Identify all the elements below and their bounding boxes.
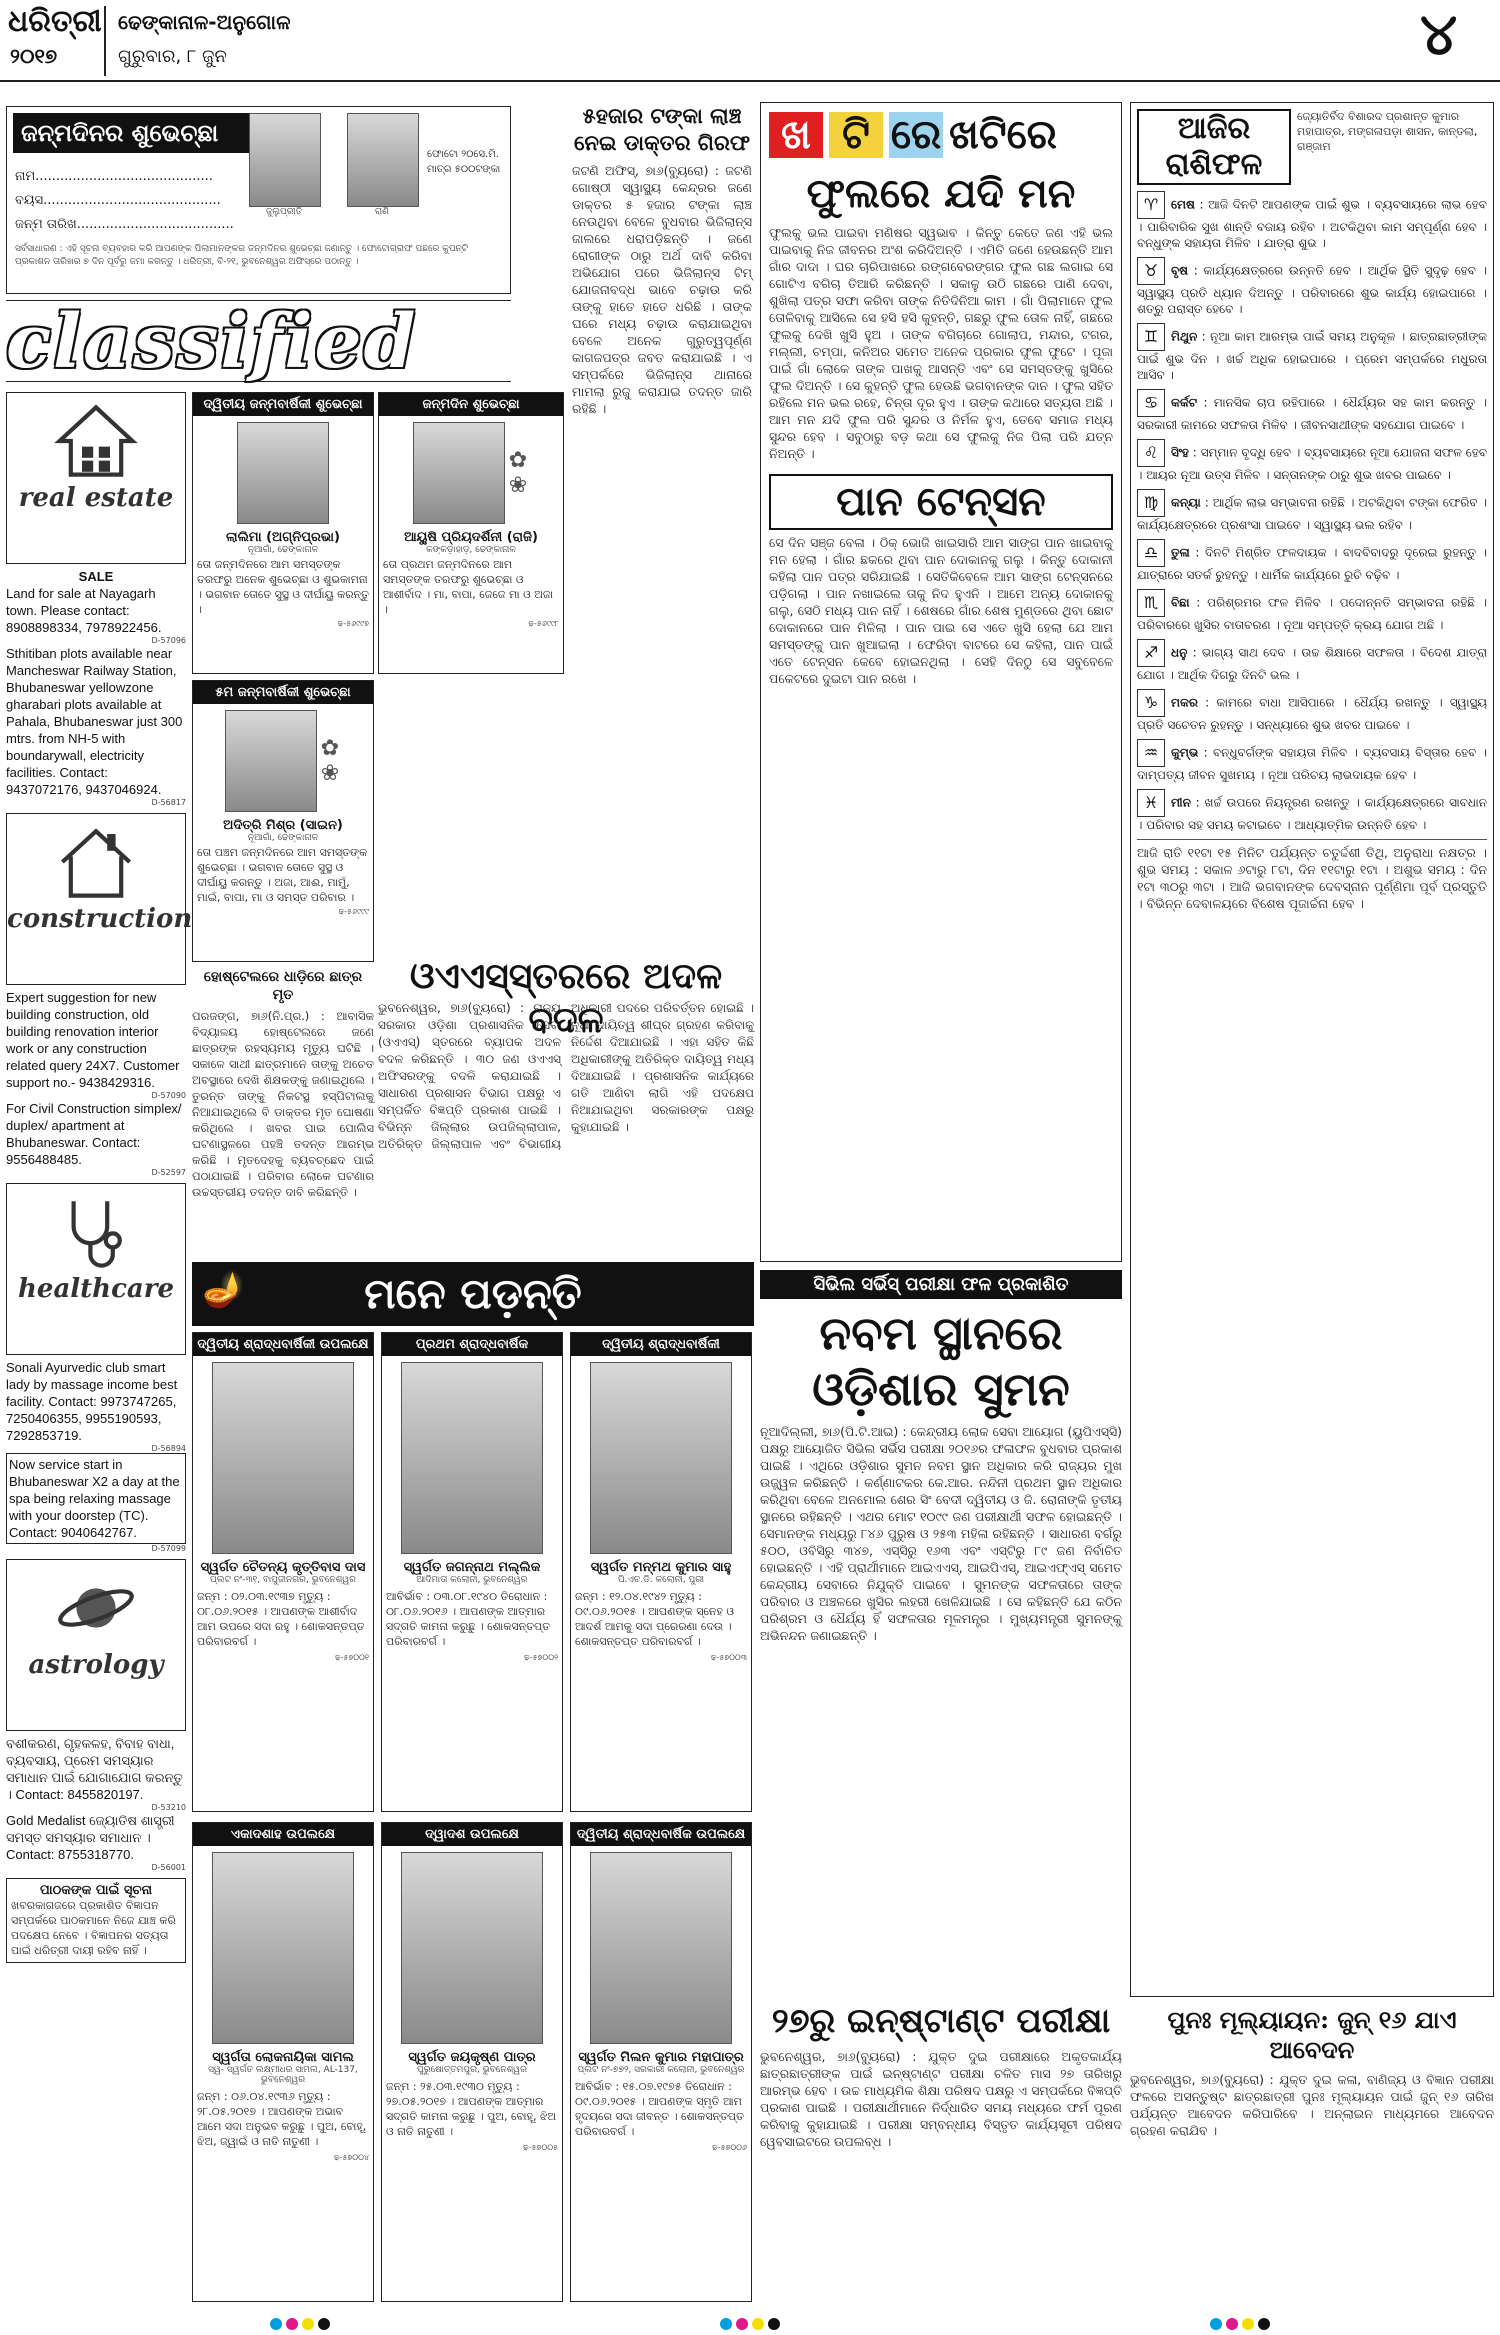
registration-dot [270,2318,282,2330]
obituary-message: ଜନ୍ମ : ୧୨.୦୪.୧୯୪୨ ମୃତ୍ୟୁ : ୦୯.୦୬.୨୦୧୫ । ଆପଣଙ୍କ ସ୍ନେହ ଓ ଆଦର୍ଶ ଆମକୁ ସଦା ପ୍ରେରଣା ଦେଉ । ଶୋକସନ୍ତପ୍ତ ପରିବାରବର୍ଗ । [575,1590,734,1648]
zodiac-name: ତୁଳା [1171,545,1190,560]
obituary-message: ଆବିର୍ଭାବ : ୧୫.୦୭.୧୯୭୫ ତିରୋଧାନ : ୦୯.୦୬.୨୦୧୫ । ଆପଣଙ୍କ ସ୍ମୃତି ଆମ ହୃଦୟରେ ସଦା ଜୀବନ୍ତ । ଶୋକସନ୍ତପ୍ତ ପରିବାରବର୍ଗ । [575,2080,745,2138]
zodiac-icon: ♎ [1137,539,1165,567]
zodiac-icon: ♊ [1137,323,1165,351]
deceased-address: ପୁରୁଷୋତ୍ତମପୁର, ଭୁବନେଶ୍ୱର [417,2065,527,2075]
obituary-banner-title: ମନେ ପଡ଼ନ୍ତି [364,1269,582,1318]
zodiac-name: ଧନୁ [1171,645,1188,660]
flower-decoration-icon: ✿ ❀ [508,448,530,498]
construction-label: construction [7,904,193,934]
oas-headline: ଓଏଏସ୍‌ସ୍ତରରେ ଅଦଳ ବଦଳ [409,955,723,1041]
deceased-address: ସ୍ୱ- ସ୍ୱର୍ଗତ ଲକ୍ଷ୍ମୀଧର ସାମଲ, AL-137, ଭୁବନେଶ୍ୱର [208,2065,358,2085]
zodiac-prediction: ଆର୍ଥିକ ଲାଭ ସମ୍ଭାବନା ରହିଛି । ଅଟକିଥିବା ଟଙ୍କା ଫେରିବ । କାର୍ଯ୍ୟକ୍ଷେତ୍ରରେ ପ୍ରଶଂସା ପାଇବେ । ସ୍ୱାସ୍ଥ୍ୟ ଭଲ ରହିବ । [1137,495,1487,532]
construction-ad-1: Expert suggestion for new building construction, old building renovation interior work or any construction related query 24X7. Customer support no.- 9438429316. [6,990,180,1090]
feature-title-2: ପାନ ଟେନ୍‌ସନ [769,474,1113,530]
horoscope-box [1130,102,1494,1997]
registration-dot [736,2318,748,2330]
obituary-banner [192,1262,754,1326]
obituary-card [381,1332,563,1812]
house-icon [54,399,138,483]
obituary-title: ପ୍ରଥମ ଶ୍ରାଦ୍ଧବାର୍ଷିକ [382,1333,562,1356]
banner-letter-3: ରେ [890,111,942,158]
deceased-name: ସ୍ୱର୍ଗତ ଚୈତନ୍ୟ କୃତ୍ତିବାସ ଦାସ [200,1560,366,1575]
civil-kicker: ସିଭିଲ ସର୍ଭିସ୍‌ ପରୀକ୍ଷା ଫଳ ପ୍ରକାଶିତ [760,1270,1122,1299]
revaluation-headline: ପୁନଃ ମୂଲ୍ୟାୟନ: ଜୁନ୍‌ ୧୬ ଯାଏ ଆବେଦନ [1167,2005,1457,2064]
bribe-headline: ୫ହଜାର ଟଙ୍କା ଲାଞ୍ଚ ନେଇ ଡାକ୍ତର ଗିରଫ [573,103,751,155]
zodiac-name: କୁମ୍ଭ [1171,745,1199,760]
astrology-ad-box [6,1559,186,1731]
astrology-label: astrology [28,1650,164,1680]
hostel-story [192,968,374,1256]
portrait-photo [590,1362,732,1554]
edition-name: ଢେଙ୍କାନାଳ-ଅନୁଗୋଳ [118,10,291,34]
ad-code: ଢ-୫୭୦୦୨ [524,1653,558,1662]
horoscope-sign: ♐ ଧନୁ : ଭାଗ୍ୟ ସାଥ ଦେବ । ଉଚ୍ଚ ଶିକ୍ଷାରେ ସଫଳତା । ବିଦେଶ ଯାତ୍ରା ଯୋଗ । ଆର୍ଥିକ ଦିଗରୁ ଦିନଟି ଭଲ । [1137,639,1487,683]
greeting-title: ଦ୍ୱିତୀୟ ଜନ୍ମବାର୍ଷିକୀ ଶୁଭେଚ୍ଛା [193,393,373,416]
greeting-card-2 [378,392,564,674]
portrait-photo [212,1362,354,1554]
banner-letter-1: ଖ [769,112,823,158]
form-dob-line: ଜନ୍ମ ତାରିଖ...................................... [15,217,234,232]
ad-code: ଢ-୫୬୯୯୯ [338,907,369,916]
construction-icon [54,820,138,904]
child-photo [413,422,505,524]
revaluation-story [1130,2005,1494,2305]
planet-icon [54,1566,138,1650]
obituary-card [192,1822,374,2302]
page-number: ୪ [1420,0,1458,68]
instant-exam-story [760,2000,1122,2300]
child-name: ଆୟୁଷି ପ୍ରିୟଦର୍ଶିନୀ (ରାଜି) [404,530,538,545]
zodiac-icon: ♓ [1137,789,1165,817]
obituary-title: ଦ୍ୱାଦଶ ଉପଲକ୍ଷେ [382,1823,562,1846]
construction-ad-2: For Civil Construction simplex/ duplex/ apartment at Bhubaneswar. Contact: 9556488485. [6,1101,182,1167]
child-name: ଅଦିତ୍ରି ମିଶ୍ର (ସାଇନ) [223,818,343,833]
zodiac-name: ମକର [1171,695,1198,710]
classified-column [6,392,193,2307]
greeting-title: ଜନ୍ମଦିନ ଶୁଭେଚ୍ଛା [379,393,563,416]
revaluation-body: ଭୁବନେଶ୍ୱର, ୭ା୬(ବ୍ୟୁରୋ) : ଯୁକ୍ତ ଦୁଇ କଳା, ବାଣିଜ୍ୟ ଓ ବିଜ୍ଞାନ ପରୀକ୍ଷା ଫଳରେ ଅସନ୍ତୁଷ୍ଟ ଛାତ୍ରଛାତ୍ରୀ ପୁନଃ ମୂଲ୍ୟାୟନ ପାଇଁ ଜୁନ୍‌ ୧୬ ତାରିଖ ପର୍ଯ୍ୟନ୍ତ ଆବେଦନ କରିପାରିବେ । ଅନ୍‌ଲାଇନ ମାଧ୍ୟମରେ ଆବେଦନ ଗ୍ରହଣ କରାଯିବ । [1130,2072,1494,2138]
masthead-year: ୨୦୧୭ [10,44,58,68]
horoscope-sign: ♍ କନ୍ୟା : ଆର୍ଥିକ ଲାଭ ସମ୍ଭାବନା ରହିଛି । ଅଟକିଥିବା ଟଙ୍କା ଫେରିବ । କାର୍ଯ୍ୟକ୍ଷେତ୍ରରେ ପ୍ରଶଂସା ପାଇବେ । ସ୍ୱାସ୍ଥ୍ୟ ଭଲ ରହିବ । [1137,489,1487,533]
registration-dot [768,2318,780,2330]
zodiac-icon: ♐ [1137,639,1165,667]
ad-code: ଢ-୫୭୦୦୫ [523,2143,558,2152]
real-estate-ad-2: Sthitiban plots available near Mancheswar Railway Station, Bhubaneswar yellowzone gharabari plots available at Pahala, Bhubaneswar just 300 mtrs. from NH-5 with boundarywall, electricity facilities. Contact: 9437072176, 9437046924. [6,646,183,797]
deceased-name: ସ୍ୱର୍ଗତା ଲୋକନାୟିକା ସାମଲ [212,2050,354,2065]
registration-dot [1226,2318,1238,2330]
obituary-card [192,1332,374,1812]
classified-banner: classified [6,300,511,382]
civil-body: ନୂଆଦିଲ୍ଲୀ, ୭ା୬(ପି.ଟି.ଆଇ) : କେନ୍ଦ୍ରୀୟ ଲୋକ ସେବା ଆୟୋଗ (ୟୁପିଏସ୍‌ସି) ପକ୍ଷରୁ ଆୟୋଜିତ ସିଭିଲ ସର୍ଭିସ ପରୀକ୍ଷା ୨୦୧୬ର ଫଳାଫଳ ବୁଧବାର ପ୍ରକାଶ ପାଇଛି । ଏଥିରେ ଓଡ଼ିଶାର ସୁମନ ନବମ ସ୍ଥାନ ଅଧିକାର କରି ରାଜ୍ୟର ମୁଖ ଉଜ୍ଜ୍ୱଳ କରିଛନ୍ତି । କର୍ଣ୍ଣାଟକର କେ.ଆର. ନନ୍ଦିନୀ ପ୍ରଥମ ସ୍ଥାନ ଅଧିକାର କରିଥିବା ବେଳେ ଅନମୋଲ ଶେର ସିଂ ବେଦୀ ଦ୍ୱିତୀୟ ଓ ଜି. ରୋନାଙ୍କି ତୃତୀୟ ସ୍ଥାନରେ ରହିଛନ୍ତି । ଏଥର ମୋଟ ୧୦୯୯ ଜଣ ପରୀକ୍ଷାର୍ଥୀ ସଫଳ ହୋଇଛନ୍ତି । ସେମାନଙ୍କ ମଧ୍ୟରୁ ୮୪୬ ପୁରୁଷ ଓ ୨୫୩ ମହିଳା ରହିଛନ୍ତି । ସାଧାରଣ ବର୍ଗରୁ ୫୦୦, ଓବିସିରୁ ୩୪୭, ଏସ୍‌ସିରୁ ୧୬୩ ଏବଂ ଏସ୍‌ଟିରୁ ୮୯ ଜଣ ନିର୍ବାଚିତ ହୋଇଛନ୍ତି । ଏହି ପ୍ରାର୍ଥୀମାନେ ଆଇଏଏସ୍‌, ଆଇପିଏସ୍‌, ଆଇଏଫ୍‌ଏସ୍‌ ସମେତ କେନ୍ଦ୍ରୀୟ ସେବାରେ ନିଯୁକ୍ତି ପାଇବେ । ସୁମନଙ୍କ ସଫଳତାରେ ତାଙ୍କ ପରିବାର ଓ ଅଞ୍ଚଳରେ ଖୁସିର ଲହରୀ ଖେଳିଯାଇଛି । ସେ କହିଛନ୍ତି ଯେ କଠିନ ପରିଶ୍ରମ ଓ ଧୈର୍ଯ୍ୟ ହିଁ ସଫଳତାର ମୂଳମନ୍ତ୍ର । ମୁଖ୍ୟମନ୍ତ୍ରୀ ସୁମନଙ୍କୁ ଅଭିନନ୍ଦନ ଜଣାଇଛନ୍ତି । [760,1424,1122,1643]
horoscope-author: ଜ୍ୟୋତିର୍ବିଦ ବିଶାରଦ ପ୍ରଶାନ୍ତ କୁମାର ମହାପାତ୍ର, ମଙ୍ଗଳାପଡ଼ା ଶାସନ, କାନ୍ତଲା, ଗଞ୍ଜାମ [1297,110,1478,153]
newspaper-name: ଧରିତ୍ରୀ [8,4,102,39]
healthcare-label: healthcare [18,1274,174,1304]
form-age-line: ବୟସ........................................... [15,193,221,208]
zodiac-icon: ♑ [1137,689,1165,717]
ad-code: D-56001 [151,1863,186,1872]
zodiac-prediction: ଦିନଟି ମିଶ୍ରିତ ଫଳଦାୟକ । ବାଦବିବାଦରୁ ଦୂରେଇ ରୁହନ୍ତୁ । ଯାତ୍ରାରେ ସତର୍କ ରୁହନ୍ତୁ । ଧାର୍ମିକ କାର୍ଯ୍ୟରେ ରୁଚି ବଢ଼ିବ । [1137,545,1488,582]
horoscope-sign: ♌ ସିଂହ : ସମ୍ମାନ ବୃଦ୍ଧି ହେବ । ବ୍ୟବସାୟରେ ନୂଆ ଯୋଜନା ସଫଳ ହେବ । ଆୟର ନୂଆ ଉତ୍ସ ମିଳିବ । ସନ୍ତାନଙ୍କ ଠାରୁ ଶୁଭ ଖବର ପାଇବେ । [1137,439,1487,483]
greeting-message: ତୋ ପ୍ରଥମ ଜନ୍ମଦିନରେ ଆମ ସମସ୍ତଙ୍କ ତରଫରୁ ଶୁଭେଚ୍ଛା ଓ ଆଶୀର୍ବାଦ । ମା, ବାପା, ଜେଜେ ମା ଓ ଅଜା । [383,558,554,616]
child-photo [237,422,329,524]
banner-word: ଖଟିରେ [949,111,1057,158]
feature-box [760,102,1122,1262]
registration-dot [720,2318,732,2330]
ad-code: ଢ-୫୬୯୯୭ [337,619,369,628]
zodiac-icon: ♏ [1137,589,1165,617]
feature-title-1: ଫୁଲରେ ଯଦି ମନ [806,170,1076,217]
obituary-card [381,1822,563,2302]
registration-dot [1210,2318,1222,2330]
zodiac-prediction: ଖର୍ଚ୍ଚ ଉପରେ ନିୟନ୍ତ୍ରଣ ରଖନ୍ତୁ । କାର୍ଯ୍ୟକ୍ଷେତ୍ରରେ ସାବଧାନ । ପରିବାର ସହ ସମୟ କଟାଇବେ । ଆଧ୍ୟାତ୍ମିକ ଉନ୍ନତି ହେବ । [1137,795,1487,832]
greeting-message: ତୋ ଜନ୍ମଦିନରେ ଆମ ସମସ୍ତଙ୍କ ତରଫରୁ ଅନେକ ଶୁଭେଚ୍ଛା ଓ ଶୁଭକାମନା । ଭଗବାନ ତୋତେ ସୁସ୍ଥ ଓ ଦୀର୍ଘାୟୁ କରନ୍ତୁ । [197,558,369,616]
ad-code: D-53210 [151,1803,186,1812]
coupon-footer: ସର୍ବସାଧାରଣ : ଏହି ସୂଚନା ବ୍ୟବହାର କରି ଆପଣଙ୍କ ପିଲାମାନଙ୍କର ଜନ୍ମଦିନର ଶୁଭେଚ୍ଛା ଜଣାନ୍ତୁ । ଫୋଟୋଗ୍ରାଫ ପଛରେ କୁପନ୍‌ଟି ପ୍ରକାଶନ ତାରିଖର ୭ ଦିନ ପୂର୍ବରୁ ଜମା କରନ୍ତୁ । ଧରିତ୍ରୀ, ବି-୨୧, ଭୁବନେଶ୍ୱର ଅଫିସ୍‌ରେ ପଠାନ୍ତୁ । [15,244,468,267]
zodiac-icon: ♌ [1137,439,1165,467]
zodiac-prediction: କାର୍ଯ୍ୟକ୍ଷେତ୍ରରେ ଉନ୍ନତି ହେବ । ଆର୍ଥିକ ସ୍ଥିତି ସୁଦୃଢ଼ ହେବ । ସ୍ୱାସ୍ଥ୍ୟ ପ୍ରତି ଧ୍ୟାନ ଦିଅନ୍ତୁ । ପରିବାରରେ ଶୁଭ କାର୍ଯ୍ୟ ହୋଇପାରେ । ଶତ୍ରୁ ପରାସ୍ତ ହେବେ । [1137,263,1487,316]
real-estate-label: real estate [18,483,174,513]
zodiac-name: ସିଂହ [1171,445,1189,460]
healthcare-ad-1: Sonali Ayurvedic club smart lady by massage income best facility. Contact: 9973747265, 7250406355, 9955190593, 7292853719. [6,1360,178,1443]
registration-dot [752,2318,764,2330]
ad-code: D-56817 [151,798,186,807]
deceased-address: ପ୍ଲଟ ନଂ-୩୧, ବାପୁଜୀନଗର, ଭୁବନେଶ୍ୱର [210,1575,356,1585]
banner-letter-2: ଟି [829,112,883,158]
portrait-photo [590,1852,732,2044]
horoscope-footer: ଆଜି ରାତି ୧୧ଟା ୧୫ ମିନିଟ ପର୍ଯ୍ୟନ୍ତ ଚତୁର୍ଦ୍ଦଶୀ ତିଥି, ଅନୁରାଧା ନକ୍ଷତ୍ର । ଶୁଭ ସମୟ : ସକାଳ ୬ଟାରୁ ୮ଟା, ଦିନ ୧୧ଟାରୁ ୧ଟା । ଅଶୁଭ ସମୟ : ଦିନ ୧ଟା ୩୦ରୁ ୩ଟା । ଆଜି ଭଗବାନଙ୍କ ଦେବସ୍ନାନ ପୂର୍ଣ୍ଣିମା ପୂର୍ବ ପ୍ରସ୍ତୁତି । ବିଭିନ୍ନ ଦେବାଳୟରେ ବିଶେଷ ପୂଜାର୍ଚ୍ଚନା ହେବ । [1137,839,1487,912]
sample-photo-2 [347,113,419,207]
obituary-card [570,1822,752,2302]
zodiac-prediction: ନୂଆ କାମ ଆରମ୍ଭ ପାଇଁ ସମୟ ଅନୁକୂଳ । ଛାତ୍ରଛାତ୍ରୀଙ୍କ ପାଇଁ ଶୁଭ ଦିନ । ଖର୍ଚ୍ଚ ଅଧିକ ହୋଇପାରେ । ପ୍ରେମ ସମ୍ପର୍କରେ ମଧୁରତା ଆସିବ । [1137,329,1488,382]
registration-dot [1242,2318,1254,2330]
hostel-headline: ହୋଷ୍ଟେଲରେ ଧାଡ଼ିରେ ଛାତ୍ର ମୃତ [203,969,363,1003]
stethoscope-icon [54,1190,138,1274]
greeting-title: ୫ମ ଜନ୍ମବାର୍ଷିକୀ ଶୁଭେଚ୍ଛା [193,681,373,704]
portrait-photo [401,1852,543,2044]
horoscope-sign: ♎ ତୁଳା : ଦିନଟି ମିଶ୍ରିତ ଫଳଦାୟକ । ବାଦବିବାଦରୁ ଦୂରେଇ ରୁହନ୍ତୁ । ଯାତ୍ରାରେ ସତର୍କ ରୁହନ୍ତୁ । ଧାର୍ମିକ କାର୍ଯ୍ୟରେ ରୁଚି ବଢ଼ିବ । [1137,539,1487,583]
real-estate-ad-1: Land for sale at Nayagarh town. Please contact: 8908898334, 7978922456. [6,586,162,635]
civil-service-story [760,1270,1122,1930]
horoscope-sign: ♏ ବିଛା : ପରିଶ୍ରମର ଫଳ ମିଳିବ । ପଦୋନ୍ନତି ସମ୍ଭାବନା ରହିଛି । ପରିବାରରେ ଖୁସିର ବାତାବରଣ । ନୂଆ ସମ୍ପତ୍ତି କ୍ରୟ ଯୋଗ ଅଛି । [1137,589,1487,633]
oas-body: ଭୁବନେଶ୍ୱର, ୭ା୬(ବ୍ୟୁରୋ) : ରାଜ୍ୟ ସରକାର ଓଡ଼ିଶା ପ୍ରଶାସନିକ ସେବା (ଓଏଏସ୍‌) ସ୍ତରରେ ବ୍ୟାପକ ଅଦଳ ବଦଳ କରିଛନ୍ତି । ୩୦ ଜଣ ଓଏଏସ୍‌ ଅଫିସରଙ୍କୁ ବଦଳି କରାଯାଇଛି । ସାଧାରଣ ପ୍ରଶାସନ ବିଭାଗ ପକ୍ଷରୁ ଏ ସମ୍ପର୍କିତ ବିଜ୍ଞପ୍ତି ପ୍ରକାଶ ପାଇଛି । ବିଭିନ୍ନ ଜିଲ୍ଲାର ଉପଜିଲ୍ଲାପାଳ, ଅତିରିକ୍ତ ଜିଲ୍ଲାପାଳ ଏବଂ ବିଭାଗୀୟ ଅଧିକାରୀ ପଦରେ ପରିବର୍ତ୍ତନ ହୋଇଛି । ନୂଆ ଦାୟିତ୍ୱ ଶୀଘ୍ର ଗ୍ରହଣ କରିବାକୁ ନିର୍ଦ୍ଦେଶ ଦିଆଯାଇଛି । ଏହା ସହିତ କିଛି ଅଧିକାରୀଙ୍କୁ ଅତିରିକ୍ତ ଦାୟିତ୍ୱ ମଧ୍ୟ ଦିଆଯାଇଛି । ପ୍ରଶାସନିକ କାର୍ଯ୍ୟରେ ଗତି ଆଣିବା ଲାଗି ଏହି ପଦକ୍ଷେପ ନିଆଯାଇଥିବା ସରକାରଙ୍କ ପକ୍ଷରୁ କୁହାଯାଇଛି । [378,1001,754,1151]
healthcare-ad-box [6,1183,186,1355]
child-place: କଙ୍କଡ଼ାହାଡ଼, ଢେଙ୍କାନାଳ [426,545,516,555]
sample-photo-1-label: ଜୁଲୁପ୍ରୀତି [266,207,302,217]
registration-dot [286,2318,298,2330]
ad-code: D-57096 [151,636,186,645]
feature-body-2: ସେ ଦିନ ସଞ୍ଜ ବେଳା । ଠିକ୍‌ ଭୋଜି ଖାଇସାରି ଆମ ସାଙ୍ଗ ପାନ ଖାଇବାକୁ ମନ ହେଲା । ଗାଁର ଛକରେ ଥିବା ପାନ ଦୋକାନକୁ ଗଲୁ । କିନ୍ତୁ ଦୋକାନୀ କହିଲା ପାନ ପତ୍ର ସରିଯାଇଛି । ସେତିକିବେଳେ ଆମ ସାଙ୍ଗ ଟେନ୍‌ସନରେ ପଡ଼ିଗଲା । ପାନ ନଖାଇଲେ ତାକୁ ନିଦ ହୁଏନି । ଆମେ ଅନ୍ୟ ଦୋକାନକୁ ଗଲୁ, ସେଠି ମଧ୍ୟ ପାନ ନାହିଁ । ଶେଷରେ ଗାଁର ଶେଷ ମୁଣ୍ଡରେ ଥିବା ଛୋଟ ଦୋକାନରେ ପାନ ମିଳିଲା । ପାନ ପାଇ ସେ ଏତେ ଖୁସି ହେଲା ଯେ ଆମ ସମସ୍ତଙ୍କୁ ପାନ ଖୁଆଇଲା । ଫେରିବା ବାଟରେ ସେ କହିଲା, ପାନ ପାଇଁ ଏତେ ଟେନ୍‌ସନ କେବେ ହୋଇନଥିଲା । ସେହି ଦିନଠୁ ସେ ସବୁବେଳେ ପକେଟରେ ଦୁଇଟା ପାନ ରଖେ । [769,535,1113,686]
deceased-address: ପ୍ଲଟ ନଂ-୭୭୨, ସରକାରୀ କଲୋନୀ, ଭୁବନେଶ୍ୱର [577,2065,745,2075]
reader-notice-text: ଖବରକାଗଜରେ ପ୍ରକାଶିତ ବିଜ୍ଞାପନ ସମ୍ପର୍କରେ ପାଠକମାନେ ନିଜେ ଯାଞ୍ଚ କରି ପଦକ୍ଷେପ ନେବେ । ବିଜ୍ଞାପନର ସତ୍ୟତା ପାଇଁ ଧରିତ୍ରୀ ଦାୟୀ ରହିବ ନାହିଁ । [11,1899,176,1957]
ad-code: ଢ-୫୭୦୦୩ [710,1653,747,1662]
portrait-photo [401,1362,543,1554]
horoscope-signs [1137,191,1487,833]
horoscope-sign: ♊ ମିଥୁନ : ନୂଆ କାମ ଆରମ୍ଭ ପାଇଁ ସମୟ ଅନୁକୂଳ । ଛାତ୍ରଛାତ୍ରୀଙ୍କ ପାଇଁ ଶୁଭ ଦିନ । ଖର୍ଚ୍ଚ ଅଧିକ ହୋଇପାରେ । ପ୍ରେମ ସମ୍ପର୍କରେ ମଧୁରତା ଆସିବ । [1137,323,1487,383]
deceased-name: ସ୍ୱର୍ଗତ ମିଲନ କୁମାର ମହାପାତ୍ର [578,2050,744,2065]
child-place: ନୂଆଗାଁ, ଢେଙ୍କାନାଳ [247,545,319,555]
real-estate-ad-box [6,392,186,564]
zodiac-name: ବୃଷ [1171,263,1189,278]
zodiac-prediction: ପରିଶ୍ରମର ଫଳ ମିଳିବ । ପଦୋନ୍ନତି ସମ୍ଭାବନା ରହିଛି । ପରିବାରରେ ଖୁସିର ବାତାବରଣ । ନୂଆ ସମ୍ପତ୍ତି କ୍ରୟ ଯୋଗ ଅଛି । [1137,595,1488,632]
portrait-photo [212,1852,354,2044]
deceased-name: ସ୍ୱର୍ଗତ ଜଗନ୍ନାଥ ମଲ୍ଲିକ [403,1560,541,1575]
header-rule [0,80,1500,82]
horoscope-sign: ♓ ମୀନ : ଖର୍ଚ୍ଚ ଉପରେ ନିୟନ୍ତ୍ରଣ ରଖନ୍ତୁ । କାର୍ଯ୍ୟକ୍ଷେତ୍ରରେ ସାବଧାନ । ପରିବାର ସହ ସମୟ କଟାଇବେ । ଆଧ୍ୟାତ୍ମିକ ଉନ୍ନତି ହେବ । [1137,789,1487,833]
reader-notice [6,1878,186,1963]
zodiac-name: ମିଥୁନ [1171,329,1198,344]
issue-date: ଗୁରୁବାର, ୮ ଜୁନ [118,46,227,67]
ad-code: D-52597 [151,1168,186,1177]
child-photo [225,710,317,812]
registration-dot [302,2318,314,2330]
child-name: ଲାଲିମା (ଅଗ୍ନିପ୍ରଭା) [226,530,340,545]
healthcare-ad-2: Now service start in Bhubaneswar X2 a day at the spa being relaxing massage with your doorstep (TC). Contact: 9040642767. [6,1453,186,1544]
zodiac-prediction: ସମ୍ମାନ ବୃଦ୍ଧି ହେବ । ବ୍ୟବସାୟରେ ନୂଆ ଯୋଜନା ସଫଳ ହେବ । ଆୟର ନୂଆ ଉତ୍ସ ମିଳିବ । ସନ୍ତାନଙ୍କ ଠାରୁ ଶୁଭ ଖବର ପାଇବେ । [1137,445,1488,482]
exam-body: ଭୁବନେଶ୍ୱର, ୭ା୬(ବ୍ୟୁରୋ) : ଯୁକ୍ତ ଦୁଇ ପରୀକ୍ଷାରେ ଅକୃତକାର୍ଯ୍ୟ ଛାତ୍ରଛାତ୍ରୀଙ୍କ ପାଇଁ ଇନ୍‌ଷ୍ଟାଣ୍ଟ ପରୀକ୍ଷା ଚଳିତ ମାସ ୨୭ ତାରିଖରୁ ଆରମ୍ଭ ହେବ । ଉଚ୍ଚ ମାଧ୍ୟମିକ ଶିକ୍ଷା ପରିଷଦ ପକ୍ଷରୁ ଏ ସମ୍ପର୍କରେ ବିଜ୍ଞପ୍ତି ପ୍ରକାଶ ପାଇଛି । ପରୀକ୍ଷାର୍ଥୀମାନେ ନିର୍ଦ୍ଧାରିତ ସମୟ ମଧ୍ୟରେ ଫର୍ମ ପୂରଣ କରିବାକୁ କୁହାଯାଇଛି । ପରୀକ୍ଷା ସମ୍ବନ୍ଧୀୟ ବିସ୍ତୃତ କାର୍ଯ୍ୟସୂଚୀ ପରିଷଦ ୱେବସାଇଟରେ ଉପଲବ୍ଧ । [760,2049,1122,2149]
horoscope-title: ଆଜିର ରାଶିଫଳ [1137,109,1291,185]
sample-photo-2-label: ରାଣି [375,207,389,217]
birthday-form [15,165,240,237]
zodiac-prediction: ଆଜି ଦିନଟି ଆପଣଙ୍କ ପାଇଁ ଶୁଭ । ବ୍ୟବସାୟରେ ଲାଭ ହେବ । ପାରିବାରିକ ସୁଖ ଶାନ୍ତି ବଜାୟ ରହିବ । ଅଟକିଥିବା କାମ ସମ୍ପୂର୍ଣ୍ଣ ହେବ । ବନ୍ଧୁଙ୍କ ସହାୟତା ମିଳିବ । ଯାତ୍ରା ଶୁଭ । [1137,197,1487,250]
greeting-message: ତୋ ପଞ୍ଚମ ଜନ୍ମଦିନରେ ଆମ ସମସ୍ତଙ୍କ ଶୁଭେଚ୍ଛା । ଭଗବାନ ତୋତେ ସୁସ୍ଥ ଓ ଦୀର୍ଘାୟୁ କରନ୍ତୁ । ଅଜା, ଆଈ, ମାମୁଁ, ମାଇଁ, ବାପା, ମା ଓ ସମସ୍ତ ପରିବାର । [197,846,368,904]
registration-dot [318,2318,330,2330]
birthday-coupon-title: ଜନ୍ମଦିନର ଶୁଭେଚ୍ଛା [13,113,259,153]
zodiac-prediction: ମାନସିକ ଚାପ ରହିପାରେ । ଧୈର୍ଯ୍ୟର ସହ କାମ କରନ୍ତୁ । ସରକାରୀ କାମରେ ସଫଳତା ମିଳିବ । ଜୀବନସାଥୀଙ୍କ ସହଯୋଗ ପାଇବେ । [1137,395,1488,432]
deceased-address: ଆଦିମାତା କଲୋନୀ, ଭୁବନେଶ୍ୱର [416,1575,528,1585]
bribe-story [572,102,752,416]
ad-code: ଢ-୫୭୦୦୪ [333,2153,369,2162]
horoscope-sign: ♑ ମକର : କାମରେ ବାଧା ଆସିପାରେ । ଧୈର୍ଯ୍ୟ ରଖନ୍ତୁ । ସ୍ୱାସ୍ଥ୍ୟ ପ୍ରତି ସଚେତନ ରୁହନ୍ତୁ । ସନ୍ଧ୍ୟାରେ ଶୁଭ ଖବର ପାଇବେ । [1137,689,1487,733]
ad-code: D-56894 [151,1444,186,1453]
obituary-title: ଏକାଦଶାହ ଉପଲକ୍ଷେ [193,1823,373,1846]
zodiac-name: କନ୍ୟା [1171,495,1201,510]
sample-photo-1 [249,113,321,207]
horoscope-sign: ♉ ବୃଷ : କାର୍ଯ୍ୟକ୍ଷେତ୍ରରେ ଉନ୍ନତି ହେବ । ଆର୍ଥିକ ସ୍ଥିତି ସୁଦୃଢ଼ ହେବ । ସ୍ୱାସ୍ଥ୍ୟ ପ୍ରତି ଧ୍ୟାନ ଦିଅନ୍ତୁ । ପରିବାରରେ ଶୁଭ କାର୍ଯ୍ୟ ହୋଇପାରେ । ଶତ୍ରୁ ପରାସ୍ତ ହେବେ । [1137,257,1487,317]
greeting-card-1 [192,392,374,674]
birthday-coupon [6,106,511,294]
obituary-message: ଜନ୍ମ : ୦୨.୦୩.୧୯୩୭ ମୃତ୍ୟୁ : ୦୮.୦୬.୨୦୧୫ । ଆପଣଙ୍କ ଆଶୀର୍ବାଦ ଆମ ଉପରେ ସଦା ରହୁ । ଶୋକସନ୍ତପ୍ତ ପରିବାରବର୍ଗ । [197,1590,365,1648]
oas-story [378,955,754,1250]
obituary-title: ଦ୍ୱିତୀୟ ଶ୍ରାଦ୍ଧବାର୍ଷିକ ଉପଲକ୍ଷେ [571,1823,751,1846]
astrology-ad-2: Gold Medalist ଜ୍ୟୋତିଷ ଶାସ୍ତ୍ରୀ ସମସ୍ତ ସମସ୍ୟାର ସମାଧାନ । Contact: 8755318770. [6,1813,175,1862]
horoscope-sign: ♋ କର୍କଟ : ମାନସିକ ଚାପ ରହିପାରେ । ଧୈର୍ଯ୍ୟର ସହ କାମ କରନ୍ତୁ । ସରକାରୀ କାମରେ ସଫଳତା ମିଳିବ । ଜୀବନସାଥୀଙ୍କ ସହଯୋଗ ପାଇବେ । [1137,389,1487,433]
zodiac-name: କର୍କଟ [1171,395,1198,410]
construction-ad-box [6,813,193,985]
ad-code: D-57099 [151,1544,186,1553]
obituary-title: ଦ୍ୱିତୀୟ ଶ୍ରାଦ୍ଧବାର୍ଷିକୀ [571,1333,751,1356]
obituary-message: ଜନ୍ମ : ୨୫.୦୩.୧୯୩୦ ମୃତ୍ୟୁ : ୨୭.୦୫.୨୦୧୭ । ଆପଣଙ୍କ ଆତ୍ମାର ସଦ୍‌ଗତି କାମନା କରୁଛୁ । ପୁଅ, ବୋହୂ, ଝିଅ ଓ ନାତି ନାତୁଣୀ । [386,2080,557,2138]
sale-heading: SALE [78,569,114,584]
zodiac-name: ବିଛା [1171,595,1190,610]
lamp-icon: 🪔 [202,1270,245,1310]
obituary-card [570,1332,752,1812]
hostel-body: ପରଜଙ୍ଗ, ୭ା୬(ନି.ପ୍ର.) : ଆବାସିକ ବିଦ୍ୟାଳୟ ହୋଷ୍ଟେଲରେ ଜଣେ ଛାତ୍ରଙ୍କ ରହସ୍ୟମୟ ମୃତ୍ୟୁ ଘଟିଛି । ସକାଳେ ସାଥୀ ଛାତ୍ରମାନେ ତାଙ୍କୁ ଅଚେତ ଅବସ୍ଥାରେ ଦେଖି ଶିକ୍ଷକଙ୍କୁ ଜଣାଇଥିଲେ । ତୁରନ୍ତ ତାଙ୍କୁ ନିକଟସ୍ଥ ହସ୍ପିଟାଲକୁ ନିଆଯାଇଥିଲେ ବି ଡାକ୍ତର ମୃତ ଘୋଷଣା କରିଥିଲେ । ଖବର ପାଇ ପୋଲିସ ଘଟଣାସ୍ଥଳରେ ପହଞ୍ଚି ତଦନ୍ତ ଆରମ୍ଭ କରିଛି । ମୃତଦେହକୁ ବ୍ୟବଚ୍ଛେଦ ପାଇଁ ପଠାଯାଇଛି । ପରିବାର ଲୋକେ ଘଟଣାର ଉଚ୍ଚସ୍ତରୀୟ ତଦନ୍ତ ଦାବି କରିଛନ୍ତି । [192,1009,374,1199]
deceased-name: ସ୍ୱର୍ଗତ ଜୟକୃଷ୍ଣ ପାତ୍ର [408,2050,536,2065]
greeting-card-3 [192,680,374,962]
zodiac-prediction: ବନ୍ଧୁବର୍ଗଙ୍କ ସହାୟତା ମିଳିବ । ବ୍ୟବସାୟ ବିସ୍ତାର ହେବ । ଦାମ୍ପତ୍ୟ ଜୀବନ ସୁଖମୟ । ନୂଆ ପରିଚୟ ଲାଭଦାୟକ ହେବ । [1137,745,1487,782]
print-registration-marks [0,2318,1500,2335]
obituary-grid [192,1332,754,2307]
zodiac-icon: ♒ [1137,739,1165,767]
zodiac-icon: ♋ [1137,389,1165,417]
zodiac-icon: ♈ [1137,191,1165,219]
obituary-message: ଜନ୍ମ : ୦୬.୦୪.୧୯୩୬ ମୃତ୍ୟୁ : ୨୮.୦୫.୨୦୧୭ । ଆପଣଙ୍କ ଅଭାବ ଆମେ ସଦା ଅନୁଭବ କରୁଛୁ । ପୁଅ, ବୋହୂ, ଝିଅ, ଜ୍ୱାଇଁ ଓ ନାତି ନାତୁଣୀ । [197,2090,367,2148]
reader-notice-title: ପାଠକଙ୍କ ପାଇଁ ସୂଚନା [39,1883,153,1898]
coupon-price-note: ଫୋଟୋ ୨୦ସେ.ମି. ମାତ୍ର ୫୦୦ଟଙ୍କା [427,149,501,175]
feature-body-1: ଫୁଲକୁ ଭଲ ପାଇବା ମଣିଷର ସ୍ୱଭାବ । କିନ୍ତୁ କେତେ ଜଣ ଏହି ଭଲ ପାଇବାକୁ ନିଜ ଜୀବନର ଅଂଶ କରିଦିଅନ୍ତି । ଏମିତି ଜଣେ ହେଉଛନ୍ତି ଆମ ଗାଁର ଦାଦା । ଘର ଚାରିପାଖରେ ରଙ୍ଗବେରଙ୍ଗର ଫୁଲ ଗଛ ଲଗାଇ ସେ ଗୋଟିଏ ବଗିଚା ତିଆରି କରିଛନ୍ତି । ସକାଳୁ ଉଠି ଗଛରେ ପାଣି ଦେବା, ଶୁଖିଲା ପତ୍ର ସଫା କରିବା ତାଙ୍କ ନିତିଦିନିଆ କାମ । ଗାଁ ପିଲାମାନେ ଫୁଲ ତୋଳିବାକୁ ଆସିଲେ ସେ ହସି ହସି କୁହନ୍ତି, ଗଛରୁ ଫୁଲ ତୋଳ ନାହିଁ, ଗଛରେ ଫୁଲକୁ ଦେଖି ଖୁସି ହୁଅ । ତାଙ୍କ ବଗିଚାରେ ଗୋଲାପ, ମନ୍ଦାର, ଟଗର, ମଲ୍ଲୀ, ଚମ୍ପା, କନିଅର ସମେତ ଅନେକ ପ୍ରକାର ଫୁଲ ଫୁଟେ । ପୂଜା ପାଇଁ ଗାଁ ଲୋକେ ତାଙ୍କ ପାଖକୁ ଆସନ୍ତି ଏବଂ ସେ ସମସ୍ତଙ୍କୁ ଖୁସିରେ ଫୁଲ ଦିଅନ୍ତି । ସେ କୁହନ୍ତି ଫୁଲ ହେଉଛି ଭଗବାନଙ୍କ ଦାନ । ଫୁଲ ସହିତ ରହିଲେ ମନ ଭଲ ରହେ, ଚିନ୍ତା ଦୂର ହୁଏ । ତାଙ୍କ କଥାରେ ସତ୍ୟତା ଅଛି । ଆମ ମନ ଯଦି ଫୁଲ ପରି ସୁନ୍ଦର ଓ ନିର୍ମଳ ହୁଏ, ତେବେ ସମାଜ ମଧ୍ୟ ସୁନ୍ଦର ହେବ । ସବୁଠାରୁ ବଡ଼ କଥା ସେ ଫୁଲକୁ ନିଜ ପିଲା ପରି ଯତ୍ନ ନିଅନ୍ତି । [769,225,1113,461]
child-place: ନୂଆଗାଁ, ଢେଙ୍କାନାଳ [247,833,319,843]
astrology-ad-1: ବଶୀକରଣ, ଗୃହକଳହ, ବିବାହ ବାଧା, ବ୍ୟବସାୟ, ପ୍ରେମ ସମସ୍ୟାର ସମାଧାନ ପାଇଁ ଯୋଗାଯୋଗ କରନ୍ତୁ । Contact: 8455820197. [6,1736,183,1802]
feature-banner [769,111,1113,158]
zodiac-name: ମେଷ [1171,197,1195,212]
civil-headline: ନବମ ସ୍ଥାନରେ ଓଡ଼ିଶାର ସୁମନ [812,1306,1070,1416]
obituary-title: ଦ୍ୱିତୀୟ ଶ୍ରାଦ୍ଧବାର୍ଷିକୀ ଉପଲକ୍ଷେ [193,1333,373,1356]
ad-code: ଢ-୫୬୯୯୮ [528,619,559,628]
zodiac-prediction: କାମରେ ବାଧା ଆସିପାରେ । ଧୈର୍ଯ୍ୟ ରଖନ୍ତୁ । ସ୍ୱାସ୍ଥ୍ୟ ପ୍ରତି ସଚେତନ ରୁହନ୍ତୁ । ସନ୍ଧ୍ୟାରେ ଶୁଭ ଖବର ପାଇବେ । [1137,695,1487,732]
ad-code: ଢ-୫୭୦୦୬ [712,2143,747,2152]
ad-code: D-57090 [151,1091,186,1100]
zodiac-prediction: ଭାଗ୍ୟ ସାଥ ଦେବ । ଉଚ୍ଚ ଶିକ୍ଷାରେ ସଫଳତା । ବିଦେଶ ଯାତ୍ରା ଯୋଗ । ଆର୍ଥିକ ଦିଗରୁ ଦିନଟି ଭଲ । [1137,645,1488,682]
horoscope-sign: ♒ କୁମ୍ଭ : ବନ୍ଧୁବର୍ଗଙ୍କ ସହାୟତା ମିଳିବ । ବ୍ୟବସାୟ ବିସ୍ତାର ହେବ । ଦାମ୍ପତ୍ୟ ଜୀବନ ସୁଖମୟ । ନୂଆ ପରିଚୟ ଲାଭଦାୟକ ହେବ । [1137,739,1487,783]
flower-decoration-icon: ✿ ❀ [320,736,342,786]
zodiac-name: ମୀନ [1171,795,1191,810]
horoscope-sign: ♈ ମେଷ : ଆଜି ଦିନଟି ଆପଣଙ୍କ ପାଇଁ ଶୁଭ । ବ୍ୟବସାୟରେ ଲାଭ ହେବ । ପାରିବାରିକ ସୁଖ ଶାନ୍ତି ବଜାୟ ରହିବ । ଅଟକିଥିବା କାମ ସମ୍ପୂର୍ଣ୍ଣ ହେବ । ବନ୍ଧୁଙ୍କ ସହାୟତା ମିଳିବ । ଯାତ୍ରା ଶୁଭ । [1137,191,1487,251]
form-name-line: ନାମ........................................... [15,169,213,184]
deceased-name: ସ୍ୱର୍ଗତ ମନ୍ମଥ କୁମାର ସାହୁ [590,1560,732,1575]
zodiac-icon: ♉ [1137,257,1165,285]
ad-code: ଢ-୫୭୦୦୧ [334,1653,369,1662]
exam-headline: ୨୭ରୁ ଇନ୍‌ଷ୍ଟାଣ୍ଟ ପରୀକ୍ଷା [771,2001,1111,2041]
obituary-message: ଆବିର୍ଭାବ : ୦୩.୦୮.୧୯୪୦ ତିରୋଧାନ : ୦୮.୦୬.୨୦୧୬ । ଆପଣଙ୍କ ଆତ୍ମାର ସଦ୍‌ଗତି କାମନା କରୁଛୁ । ଶୋକସନ୍ତପ୍ତ ପରିବାରବର୍ଗ । [386,1590,551,1648]
zodiac-icon: ♍ [1137,489,1165,517]
bribe-body: ଜଟଣି ଅଫିସ୍‌, ୭ା୬(ବ୍ୟୁରୋ) : ଜଟଣି ଗୋଷ୍ଠୀ ସ୍ୱାସ୍ଥ୍ୟ କେନ୍ଦ୍ରର ଜଣେ ଡାକ୍ତର ୫ ହଜାର ଟଙ୍କା ଲାଞ୍ଚ ନେଉଥିବା ବେଳେ ବୁଧବାର ଭିଜିଲାନ୍ସ ଜାଲରେ ଧରାପଡ଼ିଛନ୍ତି । ଜଣେ ରୋଗୀଙ୍କ ଠାରୁ ଅର୍ଥ ଦାବି କରିବା ଅଭିଯୋଗ ପରେ ଭିଜିଲାନ୍ସ ଟିମ୍‌ ଯୋଜନାବଦ୍ଧ ଭାବେ ଚଢ଼ାଉ କରି ତାଙ୍କୁ ହାତେ ହାତେ ଧରିଛି । ତାଙ୍କ ଘରେ ମଧ୍ୟ ଚଢ଼ାଉ କରାଯାଇଥିବା ବେଳେ ଅନେକ ଗୁରୁତ୍ୱପୂର୍ଣ୍ଣ କାଗଜପତ୍ର ଜବତ କରାଯାଇଛି । ଏ ସମ୍ପର୍କରେ ଭିଜିଲାନ୍ସ ଥାନାରେ ମାମଲା ରୁଜୁ କରାଯାଇ ତଦନ୍ତ ଜାରି ରହିଛି । [572,163,752,416]
registration-dot [1258,2318,1270,2330]
header-divider [104,6,106,76]
deceased-address: ପି.ଏଚ.ଡି. କଲୋନୀ, ପୁରୀ [617,1575,705,1585]
